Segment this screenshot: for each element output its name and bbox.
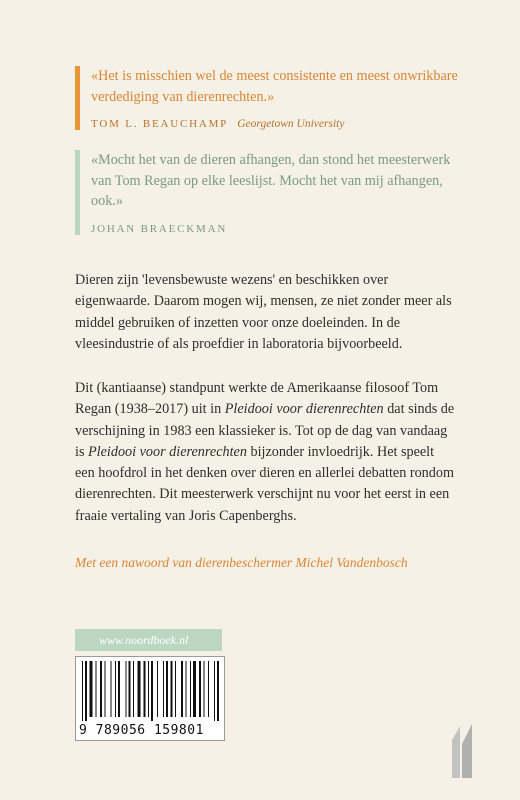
barcode-bar xyxy=(151,661,153,721)
barcode-bar xyxy=(96,661,97,717)
barcode-bar xyxy=(166,661,168,717)
isbn-digits: 9 789056 159801 xyxy=(79,723,204,738)
isbn-barcode xyxy=(75,656,225,741)
paragraph-text: Dieren zijn 'levensbewuste wezens' en beschikken over eigenwaarde. Daarom mogen wij, mensen, ze niet zonder meer als middel gebruiken of inzetten voor onze doeleinden. In de vleesindustrie of als proefdier in laboratoria bijvoorbeeld. xyxy=(75,272,452,352)
barcode-bar xyxy=(163,661,164,717)
blurb-paragraph-1 xyxy=(75,270,455,355)
barcode-bar xyxy=(190,661,191,717)
barcode-bar xyxy=(214,661,215,721)
quote-attribution xyxy=(91,223,471,235)
barcode-bar xyxy=(82,661,83,721)
barcode-bar xyxy=(144,661,146,717)
quote-bar-green xyxy=(75,150,80,235)
barcode-bar xyxy=(193,661,196,717)
barcode-bar xyxy=(105,661,106,717)
quote-attribution xyxy=(91,118,471,130)
barcode-bar xyxy=(138,661,141,717)
barcode-bar xyxy=(90,661,93,717)
quote-text: «Mocht het van de dieren afhangen, dan stond het meesterwerk van Tom Regan op elke leeslijst. Mocht het van mij afhangen, ook.» xyxy=(91,152,451,209)
afterword-note: Met een nawoord van dierenbeschermer Michel Vandenbosch xyxy=(75,555,408,570)
para2-part3: bijzonder invloedrijk. Het speelt een hoofdrol in het denken over dieren en allerlei debatten rondom dierenrechten. Dit meesterwerk verschijnt nu voor het eerst in een fraaie vertaling van Joris Capenberghs. xyxy=(75,443,454,524)
barcode-bar xyxy=(171,661,173,717)
barcode-bar xyxy=(85,661,87,721)
paragraph-text xyxy=(75,378,455,527)
publisher-logo-icon xyxy=(448,722,476,778)
barcode-bar xyxy=(208,661,209,717)
quote-text: «Het is misschien wel de meest consistente en meest onwrikbare verdediging van dierenrechten.» xyxy=(91,68,458,105)
barcode-bar xyxy=(181,661,183,717)
barcode-bar xyxy=(129,661,131,717)
quote-bar-orange xyxy=(75,66,80,130)
quote-author: TOM L. BEAUCHAMP xyxy=(91,118,228,130)
blurb-paragraph-2 xyxy=(75,378,455,527)
barcode-bars xyxy=(80,661,220,721)
barcode-bar xyxy=(100,661,102,717)
barcode-bar xyxy=(199,661,201,717)
quote-beauchamp xyxy=(75,66,471,130)
quote-affiliation: Georgetown University xyxy=(237,118,345,130)
quote-braeckman xyxy=(75,150,471,235)
barcode-bar xyxy=(175,661,176,717)
barcode-bar xyxy=(133,661,134,717)
barcode-bar xyxy=(204,661,205,717)
barcode-bar xyxy=(157,661,158,717)
barcode-bar xyxy=(118,661,120,717)
book-title: Pleidooi voor dierenrechten xyxy=(88,443,247,460)
barcode-bar xyxy=(126,661,127,717)
para2-part1: Dit (kantiaanse) standpunt werkte de Amerikaanse filosoof Tom Regan (1938–2017) uit in xyxy=(75,380,439,418)
quote-author: JOHAN BRAECKMAN xyxy=(91,222,228,235)
book-title: Pleidooi voor dierenrechten xyxy=(224,401,384,418)
barcode-bar xyxy=(115,661,116,717)
barcode-bar xyxy=(148,661,149,717)
publisher-url[interactable]: www.noordboek.nl xyxy=(75,629,222,651)
barcode-bar xyxy=(217,661,219,721)
para2-part2: dat sinds de verschijning in 1983 een klassieker is. Tot op de dag van vandaag is xyxy=(75,401,455,460)
barcode-bar xyxy=(111,661,112,717)
barcode-bar xyxy=(186,661,187,717)
